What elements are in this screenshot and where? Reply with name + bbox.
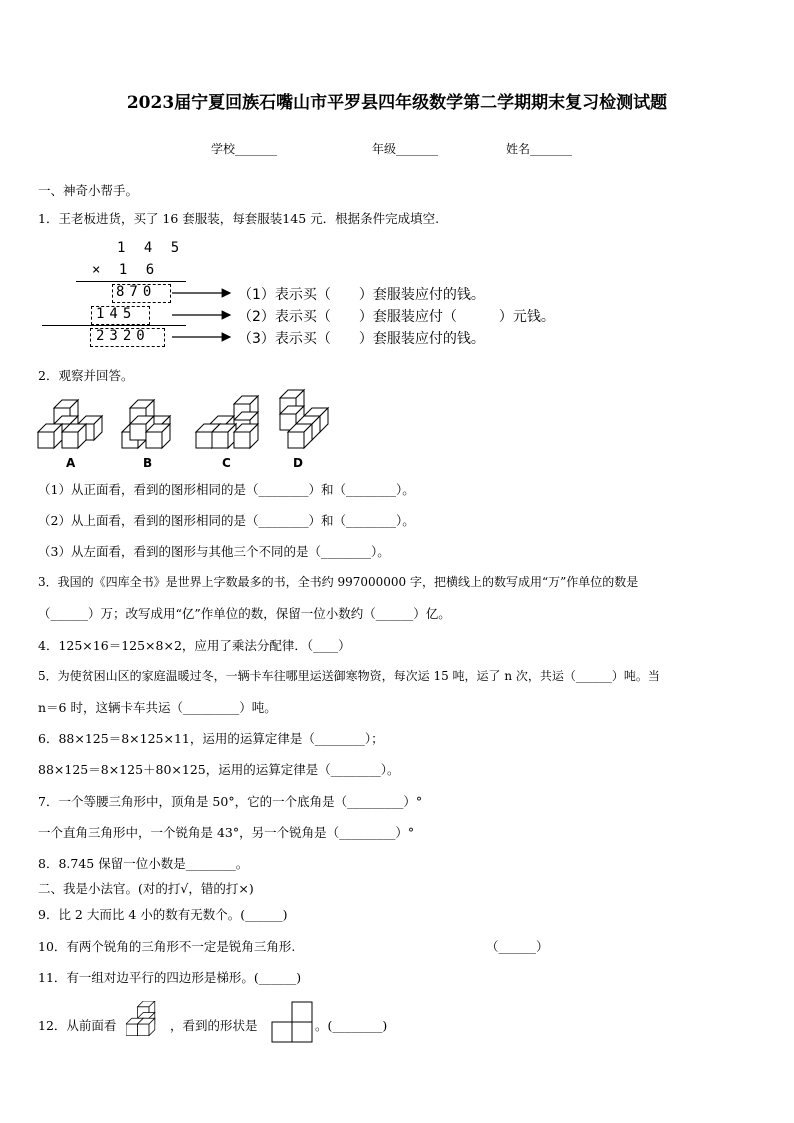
name-blank: _______: [530, 142, 573, 156]
annotation-3: （3）表示买（ ）套服装应付的钱。: [238, 331, 485, 347]
partial-product-2: 145: [96, 306, 137, 322]
question-7-line-2: 一个直角三角形中，一个锐角是 43°，另一个锐角是（_________）°: [38, 825, 415, 840]
question-9: 9．比 2 大而比 4 小的数有无数个。(______): [38, 907, 288, 922]
question-12-part-2: ，看到的形状是: [170, 1018, 258, 1033]
question-2-sub-3: （3）从左面看，看到的图形与其他三个不同的是（________）。: [38, 544, 390, 559]
question-2: 2．观察并回答。: [38, 368, 134, 383]
mult-line-bottom: [42, 325, 186, 326]
partial-product-1: 870: [116, 284, 157, 300]
grade-label: 年级: [372, 142, 397, 156]
q12-shape-figure: [271, 1001, 315, 1043]
figure-label-b: B: [143, 456, 153, 470]
multiplicand: 1 4 5: [117, 240, 185, 256]
arrows-graphic: [170, 283, 240, 347]
mult-line-top: [76, 281, 186, 282]
grade-blank: _______: [396, 142, 439, 156]
question-7-line-1: 7．一个等腰三角形中，顶角是 50°，它的一个底角是（_________）°: [38, 794, 423, 809]
question-12-part-1: 12．从前面看: [38, 1018, 117, 1033]
q12-cube-figure: [126, 1001, 162, 1041]
school-field: [211, 140, 277, 157]
name-label: 姓名: [506, 142, 531, 156]
section-2-heading: 二、我是小法官。(对的打√，错的打×): [38, 881, 254, 896]
question-2-sub-2: （2）从上面看，看到的图形相同的是（________）和（________）。: [38, 513, 415, 528]
figure-label-a: A: [66, 456, 76, 470]
grade-field: [372, 140, 438, 157]
school-label: 学校: [211, 142, 236, 156]
question-2-sub-1: （1）从正面看，看到的图形相同的是（________）和（________）。: [38, 482, 415, 497]
question-6-line-2: 88×125＝8×125＋80×125，运用的运算定律是（________）。: [38, 762, 400, 777]
figure-label-d: D: [293, 456, 303, 470]
question-10: 10．有两个锐角的三角形不一定是锐角三角形.: [38, 939, 296, 954]
figure-d-cubes: [280, 390, 328, 448]
question-8: 8．8.745 保留一位小数是________。: [38, 856, 249, 871]
question-4: 4．125×16＝125×8×2，应用了乘法分配律．（____）: [38, 638, 351, 653]
figure-a-cubes: [38, 400, 102, 448]
name-field: [506, 140, 572, 157]
question-3-line-2: （______）万；改写成用“亿”作单位的数，保留一位小数约（______）亿。: [38, 606, 451, 621]
question-5-line-1: 5．为使贫困山区的家庭温暖过冬，一辆卡车往哪里运送御寒物资，每次运 15 吨，运了 n 次，共运（______）吨。当: [38, 669, 660, 683]
question-1: 1．王老板进货，买了 16 套服装，每套服装145 元．根据条件完成填空.: [38, 211, 440, 226]
question-11: 11．有一组对边平行的四边形是梯形。(______): [38, 970, 302, 985]
annotation-2: （2）表示买（ ）套服装应付（ ）元钱。: [238, 309, 555, 325]
page-title: 2023届宁夏回族石嘴山市平罗县四年级数学第二学期期末复习检测试题: [126, 93, 668, 113]
question-12-part-3: 。(________): [315, 1018, 388, 1033]
question-6-line-1: 6．88×125＝8×125×11，运用的运算定律是（________）；: [38, 731, 384, 746]
question-10-blank: （______）: [486, 939, 549, 954]
section-1-heading: 一、神奇小帮手。: [38, 183, 139, 198]
cube-figures: [30, 386, 350, 452]
figure-c-cubes: [196, 396, 258, 448]
annotation-1: （1）表示买（ ）套服装应付的钱。: [238, 287, 485, 303]
question-5-line-2: n＝6 时，这辆卡车共运（_________）吨。: [38, 700, 277, 715]
figure-b-cubes: [122, 400, 170, 448]
product: 2320: [96, 328, 150, 344]
school-blank: _______: [235, 142, 278, 156]
multiplier: × 1 6: [92, 262, 160, 278]
question-3-line-1: 3．我国的《四库全书》是世界上字数最多的书，全书约 997000000 字，把横线上的数写成用“万”作单位的数是: [38, 575, 639, 589]
figure-label-c: C: [222, 456, 231, 470]
